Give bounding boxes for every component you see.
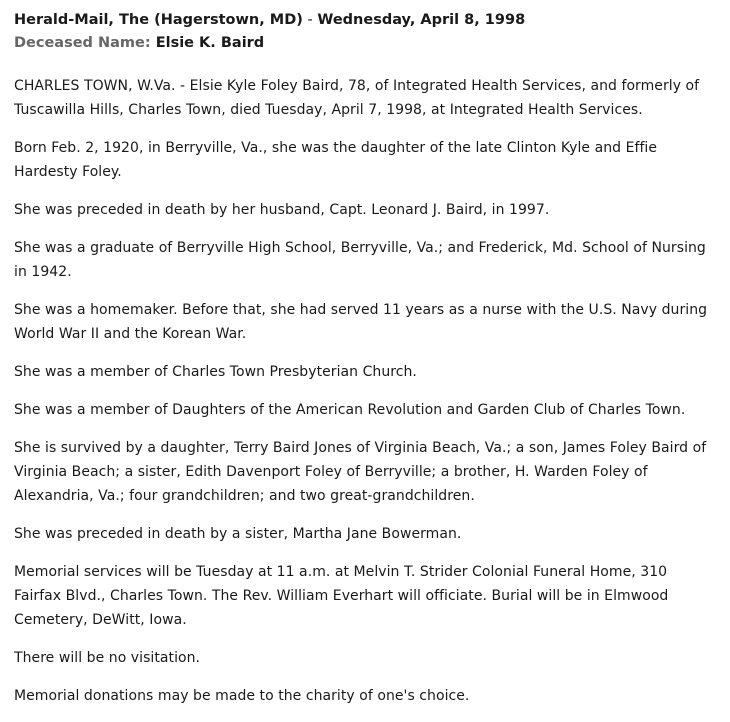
article-paragraph: CHARLES TOWN, W.Va. - Elsie Kyle Foley Baird, 78, of Integrated Health Services, and formerly of Tuscawilla Hills, Charles Town, died Tuesday, April 7, 1998, at Integrated Health Services. bbox=[14, 78, 700, 118]
article-paragraph: She was a graduate of Berryville High School, Berryville, Va.; and Frederick, Md. School of Nursing in 1942. bbox=[14, 240, 706, 280]
publication-header bbox=[14, 8, 716, 32]
deceased-name-label: Deceased Name: bbox=[14, 35, 151, 51]
deceased-name-line bbox=[14, 32, 716, 54]
obituary-article bbox=[14, 74, 716, 708]
article-paragraph: She was a member of Charles Town Presbyterian Church. bbox=[14, 364, 417, 380]
publication-date: Wednesday, April 8, 1998 bbox=[317, 12, 526, 28]
header-separator: - bbox=[302, 12, 318, 28]
article-paragraph: She was preceded in death by a sister, Martha Jane Bowerman. bbox=[14, 526, 462, 542]
deceased-name-value: Elsie K. Baird bbox=[155, 35, 265, 51]
article-paragraph: She was a member of Daughters of the American Revolution and Garden Club of Charles Town. bbox=[14, 402, 686, 418]
article-paragraph: She was a homemaker. Before that, she had served 11 years as a nurse with the U.S. Navy during World War II and the Korean War. bbox=[14, 302, 708, 342]
article-paragraph: Memorial services will be Tuesday at 11 a.m. at Melvin T. Strider Colonial Funeral Home, 310 Fairfax Blvd., Charles Town. The Rev. William Everhart will officiate. Burial will be in Elmwood Cemetery, DeWitt, Iowa. bbox=[14, 564, 669, 628]
article-paragraph: There will be no visitation. bbox=[14, 650, 201, 666]
publication-name: Herald-Mail, The (Hagerstown, MD) bbox=[14, 12, 303, 28]
article-paragraph: She is survived by a daughter, Terry Baird Jones of Virginia Beach, Va.; a son, James Foley Baird of Virginia Beach; a sister, Edith Davenport Foley of Berryville; a brother, H. Warden Foley of Alexandria, Va.; four grandchildren; and two great-grandchildren. bbox=[14, 440, 707, 504]
article-paragraph: She was preceded in death by her husband, Capt. Leonard J. Baird, in 1997. bbox=[14, 202, 550, 218]
article-paragraph: Memorial donations may be made to the charity of one's choice. bbox=[14, 688, 470, 704]
article-paragraph: Born Feb. 2, 1920, in Berryville, Va., she was the daughter of the late Clinton Kyle and Effie Hardesty Foley. bbox=[14, 140, 658, 180]
